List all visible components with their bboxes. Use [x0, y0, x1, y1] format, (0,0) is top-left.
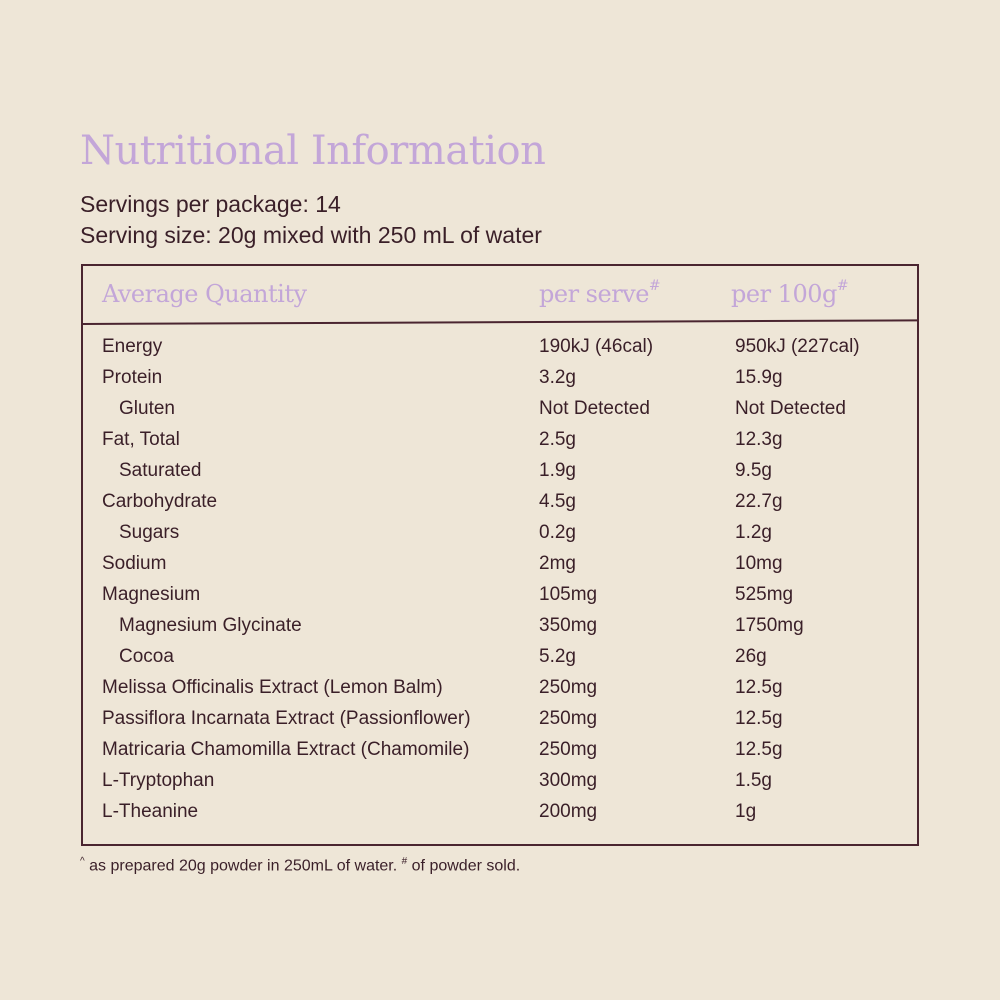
- table-row: Passiflora Incarnata Extract (Passionflower) 250mg 12.5g: [102, 708, 783, 729]
- table-row: Carbohydrate 4.5g 22.7g: [102, 491, 783, 512]
- nutrition-table: [81, 264, 919, 846]
- header-per-serve: per serve#: [539, 278, 661, 308]
- header-per-100g: per 100g#: [731, 278, 849, 308]
- table-row: L-Tryptophan 300mg 1.5g: [102, 770, 772, 791]
- table-header: [83, 266, 917, 324]
- table-row: Gluten Not Detected Not Detected: [119, 398, 846, 419]
- table-row: Protein 3.2g 15.9g: [102, 367, 783, 388]
- servings-per-package: Servings per package: 14: [80, 191, 341, 217]
- table-row: Cocoa 5.2g 26g: [119, 646, 767, 667]
- header-average-quantity: Average Quantity: [102, 280, 307, 308]
- table-row: Saturated 1.9g 9.5g: [119, 460, 772, 481]
- table-row: Energy 190kJ (46cal) 950kJ (227cal): [102, 336, 860, 357]
- table-body: [83, 336, 917, 832]
- table-row: Melissa Officinalis Extract (Lemon Balm) 250mg 12.5g: [102, 677, 783, 698]
- table-row: Magnesium Glycinate 350mg 1750mg: [119, 615, 804, 636]
- table-row: L-Theanine 200mg 1g: [102, 801, 757, 822]
- table-row: Magnesium 105mg 525mg: [102, 584, 794, 605]
- table-row: Sodium 2mg 10mg: [102, 553, 783, 574]
- table-row: Matricaria Chamomilla Extract (Chamomile) 250mg 12.5g: [102, 739, 783, 760]
- table-row: Sugars 0.2g 1.2g: [119, 522, 772, 543]
- serving-size: Serving size: 20g mixed with 250 mL of water: [80, 222, 542, 248]
- table-row: Fat, Total 2.5g 12.3g: [102, 429, 783, 450]
- page-title: Nutritional Information: [80, 128, 546, 174]
- footnote: ^ as prepared 20g powder in 250mL of water. # of powder sold.: [80, 856, 521, 875]
